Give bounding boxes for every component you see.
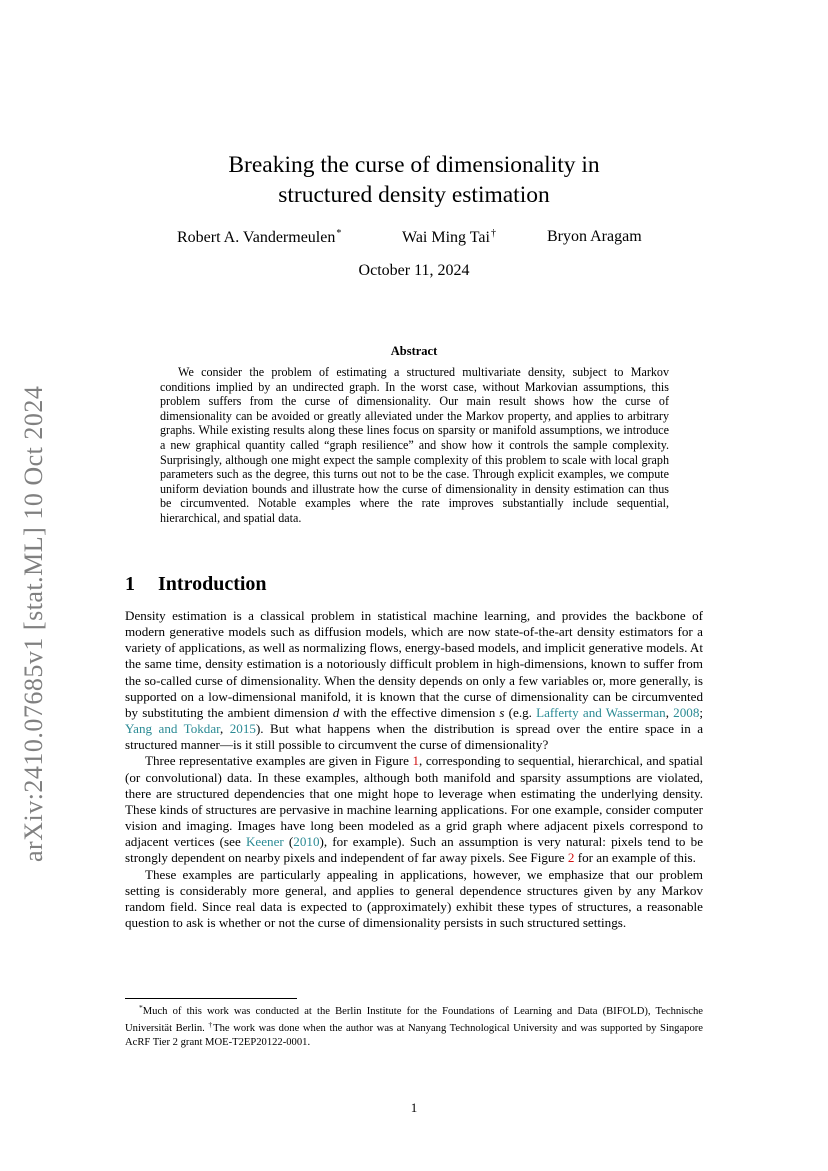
text-run: ;: [699, 704, 703, 720]
author-name: Bryon Aragam: [547, 228, 642, 245]
footnote-divider: [125, 998, 297, 999]
paragraph-3: These examples are particularly appealing in applications, however, we emphasize that our problem setting is considerably more general, and applies to general dependence structures given by any Markov random field. Since real data is expected to (approximately) exhibit these types of structures, a reasonable question to ask is whether or not the curse of dimensionality persists in such structured settings.: [125, 866, 703, 930]
footnote-run: Much of this work was conducted at the Berlin Institute for the Foundations of Learning and Data (BIFOLD), Technische Universität Berlin.: [125, 1006, 703, 1035]
text-run: Density estimation is a classical problem in statistical machine learning, and provides the backbone of modern generative models such as diffusion models, which are now state-of-the-art density estimators for a variety of applications, as well as normalizing flows, energy-based models, and implicit generative models. At the same time, density estimation is a notoriously difficult problem in high-dimensions, known to suffer from the so-called curse of dimensionality. When the density depends on only a few variables or, more generally, is supported on a low-dimensional manifold, it is known that the curse of dimensionality can be circumvented by substituting the ambient dimension: [125, 608, 703, 720]
page-number: 1: [410, 1100, 418, 1115]
citation-link[interactable]: 2015: [229, 721, 256, 737]
author-1: [177, 228, 341, 247]
paper-title: [0, 150, 828, 210]
text-run: ). But what happens when the distribution is spread over the entire space in a structured manner—is it still possible to circumvent the curse of dimensionality?: [125, 721, 704, 753]
footnotes: [125, 1001, 703, 1049]
footnote-mark: †: [208, 1020, 214, 1030]
citation-link[interactable]: Keener: [245, 834, 284, 850]
text-run: Three representative examples are given in Figure: [145, 753, 413, 769]
author-2: [402, 228, 496, 247]
text-run: ,: [665, 704, 674, 720]
text-run: with the effective dimension: [339, 704, 500, 720]
section-number: 1: [125, 573, 135, 595]
title-line-2: structured density estimation: [278, 182, 550, 208]
paragraph-1: [125, 608, 703, 753]
text-run: (: [283, 834, 294, 850]
section-heading: [125, 573, 267, 596]
title-line-1: Breaking the curse of dimensionality in: [228, 152, 600, 178]
author-list: [0, 228, 828, 250]
figure-reference-link[interactable]: 2: [567, 850, 575, 866]
text-run: for an example of this.: [574, 850, 696, 866]
author-3: [547, 228, 642, 246]
footnote-run: The work was done when the author was at Nanyang Technological University and was supported by Singapore AcRF Tier 2 grant MOE-T2EP20122-0001.: [125, 1023, 704, 1048]
abstract-heading: Abstract: [390, 344, 438, 358]
text-run: ), for example). Such an assumption is very natural: pixels tend to be strongly dependent on nearby pixels and independent of far away pixels. See Figure: [125, 834, 704, 866]
footnote-mark: *: [139, 1003, 143, 1012]
arxiv-stamp: arXiv:2410.07685v1 [stat.ML] 10 Oct 2024: [19, 385, 48, 862]
math-variable: s: [499, 704, 505, 720]
citation-link[interactable]: 2008: [673, 704, 700, 720]
citation-link[interactable]: Yang and Tokdar: [125, 721, 221, 737]
author-name: Robert A. Vandermeulen: [177, 229, 336, 246]
citation-link[interactable]: 2010: [293, 834, 320, 850]
footnote-text: [125, 1001, 703, 1049]
text-run: , corresponding to sequential, hierarchical, and spatial (or convolutional) data. In these examples, although both manifold and sparsity assumptions are violated, there are structured dependencies that one might hope to leverage when estimating the underlying density. These kinds of structures are pervasive in machine learning applications. For one example, consider computer vision and imaging. Images have long been modeled as a grid graph where adjacent pixels correspond to adjacent vertices (see: [125, 753, 704, 850]
text-run: (e.g.: [504, 704, 537, 720]
figure-reference-link[interactable]: 1: [412, 753, 420, 769]
citation-link[interactable]: Lafferty and Wasserman: [536, 704, 666, 720]
abstract-body: [160, 365, 669, 526]
paper-date: October 11, 2024: [358, 262, 470, 279]
section-title: Introduction: [158, 573, 267, 595]
introduction-body: [125, 608, 703, 931]
text-run: ,: [220, 721, 230, 737]
author-name: Wai Ming Tai: [402, 229, 490, 246]
abstract-text: We consider the problem of estimating a structured multivariate density, subject to Markov conditions implied by an undirected graph. In the worst case, without Markovian assumptions, this problem suffers from the curse of dimensionality. Our main result shows how the curse of dimensionality can be avoided or greatly alleviated under the Markov property, and applies to arbitrary graphs. While existing results along these lines focus on sparsity or manifold assumptions, we introduce a new graphical quantity called “graph resilience” and show how it controls the sample complexity. Surprisingly, although one might expect the sample complexity of this problem to scale with local graph parameters such as the degree, this turns out not to be the case. Through explicit examples, we compute uniform deviation bounds and illustrate how the curse of dimensionality in density estimation can thus be circumvented. Notable examples where the rate improves substantially include sequential, hierarchical, and spatial data.: [160, 365, 669, 525]
author-footnote-mark: *: [336, 228, 342, 239]
paragraph-2: [125, 753, 703, 866]
author-footnote-mark: †: [490, 228, 496, 239]
math-variable: d: [332, 704, 340, 720]
